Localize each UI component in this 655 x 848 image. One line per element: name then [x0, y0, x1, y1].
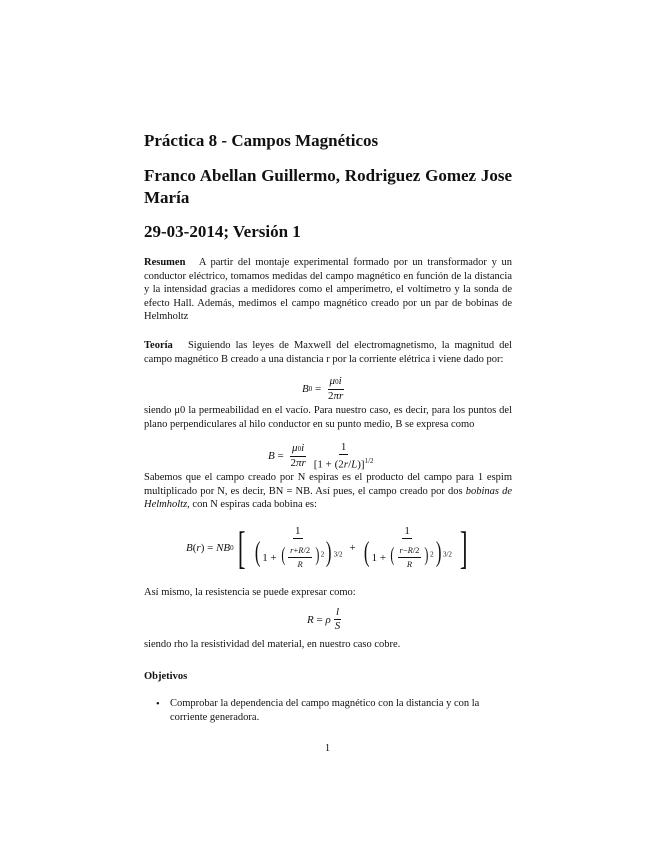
objective-item: Comprobar la dependencia del campo magnético con la distancia y con la corriente generadora. — [170, 698, 480, 723]
theory-paragraph-3 — [144, 471, 512, 512]
equation-helmholtz: B ( r ) = NB 0 [ 1 ( 1 + ( $\frac{r+R/2}{R}$ )$^2$) $^{3/2}$ + 1 ( 1 + ( $\frac{r-R/2}{R}$ )$^2$) $^{3/2}$ ] — [186, 522, 468, 573]
helmholtz-emphasis: bobinas de Helmholtz — [144, 485, 512, 511]
bullet-marker: • — [156, 699, 160, 710]
objectives-heading: Objetivos — [144, 671, 188, 682]
equation-b: B = $\frac{\mu 0i}{2\pi r}$ $\frac{1}{[1 + (2r/L)]^{1/2}}$ — [268, 441, 374, 471]
equation-resistance: R = ρ $\frac{l}{S}$ — [307, 606, 341, 632]
theory-paragraph-2: siendo μ0 la permeabilidad en el vacío. Para nuestro caso, es decir, para los puntos del plano perpendiculares al hilo conductor en su punto medio, B se expresa como — [144, 405, 512, 430]
abstract-label: Resumen — [144, 257, 186, 268]
theory-text-3b: , con N espiras cada bobina es: — [187, 499, 317, 511]
abstract — [144, 256, 512, 324]
theory-text-1: Siguiendo las leyes de Maxwell del electromagnetismo, la magnitud del campo magnético B creado a una distancia r por la corriente elétrica i viene dado por: — [144, 340, 512, 365]
theory-text-3a: Sabemos que el campo creado por N espiras es el producto del campo para 1 espim multiplicado por N, es decir, BN = NB. Así pues, el campo creado por dos — [144, 472, 512, 497]
equation-b0: B 0 = $\frac{\mu 0i}{2\pi r}$ — [302, 375, 344, 402]
authors: Franco Abellan Guillermo, Rodriguez Gomez Jose María — [144, 166, 512, 207]
theory-paragraph-4: Así mismo, la resistencia se puede expresar como: — [144, 587, 356, 598]
theory-label: Teoría — [144, 340, 173, 351]
theory-paragraph-5: siendo rho la resistividad del material, en nuestro caso cobre. — [144, 639, 401, 650]
page-title: Práctica 8 - Campos Magnéticos — [144, 131, 379, 150]
abstract-text: A partir del montaje experimental formado por un transformador y un conductor eléctrico, tomamos medidas del campo magnético en función de la distancia y la intensidad gracias a medidores como el amperímetro, el voltímetro y la sonda de efecto Hall. Además, medimos el campo magnético creado por un par de bobinas de Helmholtz — [144, 257, 512, 323]
page-number: 1 — [324, 743, 331, 754]
date-version: 29-03-2014; Versión 1 — [144, 222, 301, 241]
theory-paragraph-1 — [144, 339, 512, 366]
